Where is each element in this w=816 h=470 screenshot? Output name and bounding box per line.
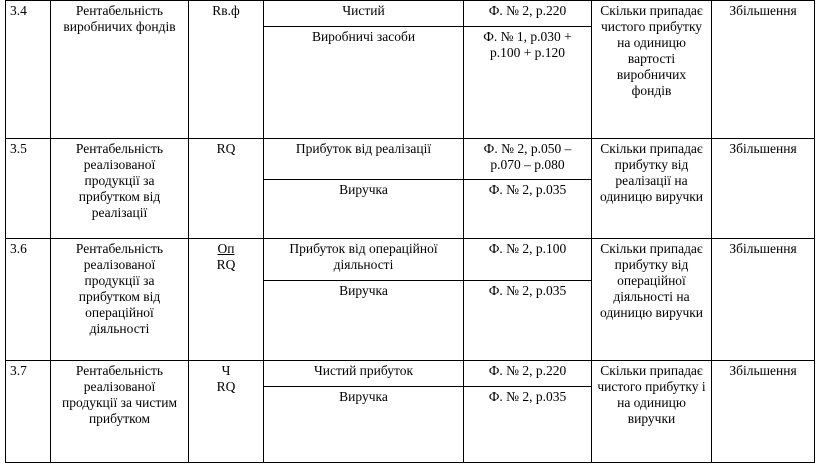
component-label: Виручка [264, 281, 464, 361]
indicator-meaning: Скільки припадає чистого прибутку на одиницю вартості виробничих фондів [592, 1, 712, 139]
table-row [6, 361, 815, 387]
symbol-superscript: Оп [217, 241, 235, 256]
component-source: Ф. № 2, р.220 [464, 1, 592, 27]
symbol-base: RQ [216, 379, 236, 394]
symbol-superscript: Ч [221, 363, 231, 378]
row-number: 3.4 [6, 1, 51, 139]
indicator-symbol: RQ [189, 139, 264, 239]
indicator-symbol [189, 239, 264, 361]
component-label: Чистий прибуток [264, 361, 464, 387]
symbol-base: RQ [216, 257, 236, 272]
indicator-trend: Збільшення [712, 361, 815, 463]
component-label: Чистий [264, 1, 464, 27]
indicator-name: Рентабельність реалізованої продукції за чистим прибутком [51, 361, 189, 463]
row-number: 3.5 [6, 139, 51, 239]
indicator-meaning: Скільки припадає прибутку від реалізації на одиницю виручки [592, 139, 712, 239]
indicator-trend: Збільшення [712, 239, 815, 361]
table-row [6, 239, 815, 281]
component-source: Ф. № 1, р.030 + р.100 + р.120 [464, 27, 592, 139]
component-label: Прибуток від реалізації [264, 139, 464, 180]
indicator-symbol: Rв.ф [189, 1, 264, 139]
indicator-meaning: Скільки припадає чистого прибутку і на одиницю виручки [592, 361, 712, 463]
component-source: Ф. № 2, р.100 [464, 239, 592, 281]
component-source: Ф. № 2, р.035 [464, 387, 592, 463]
indicator-trend: Збільшення [712, 139, 815, 239]
table-row [6, 1, 815, 27]
indicator-name: Рентабельність реалізованої продукції за прибутком від операційної діяльності [51, 239, 189, 361]
component-source: Ф. № 2, р.035 [464, 281, 592, 361]
indicators-table [5, 0, 815, 463]
indicator-name: Рентабельність виробничих фондів [51, 1, 189, 139]
component-source: Ф. № 2, р.035 [464, 180, 592, 239]
component-label: Виручка [264, 180, 464, 239]
table-row [6, 139, 815, 180]
component-source: Ф. № 2, р.050 – р.070 – р.080 [464, 139, 592, 180]
indicator-trend: Збільшення [712, 1, 815, 139]
indicator-symbol [189, 361, 264, 463]
component-label: Виробничі засоби [264, 27, 464, 139]
row-number: 3.6 [6, 239, 51, 361]
component-label: Виручка [264, 387, 464, 463]
indicator-meaning: Скільки припадає прибутку від операційної діяльності на одиницю виручки [592, 239, 712, 361]
component-label: Прибуток від операційної діяльності [264, 239, 464, 281]
indicator-name: Рентабельність реалізованої продукції за прибутком від реалізації [51, 139, 189, 239]
row-number: 3.7 [6, 361, 51, 463]
component-source: Ф. № 2, р.220 [464, 361, 592, 387]
